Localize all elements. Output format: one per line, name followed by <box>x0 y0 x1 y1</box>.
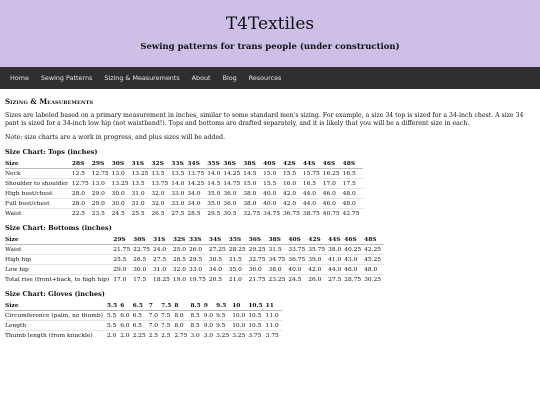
measurement-value: 33.0 <box>171 199 187 209</box>
size-header-cell: 10 <box>232 302 248 311</box>
page-title: Sizing & Measurements <box>5 97 94 106</box>
measurement-value: 6.0 <box>120 321 132 331</box>
measurement-value: 25.5 <box>132 209 152 219</box>
measurement-value: 19.75 <box>189 275 209 285</box>
measurement-value: 13.25 <box>132 169 152 179</box>
measurement-value: 15.0 <box>263 169 283 179</box>
size-header-cell: 11 <box>266 302 282 311</box>
measurement-value: 13.5 <box>132 179 152 189</box>
table-row <box>5 321 282 331</box>
bottoms-size-table <box>5 236 384 284</box>
measurement-value: 2.75 <box>174 331 190 341</box>
measurement-value: 2.25 <box>133 331 149 341</box>
measurement-value: 14.0 <box>207 169 223 179</box>
measurement-value: 32.0 <box>151 189 171 199</box>
measurement-value: 13.5 <box>171 169 187 179</box>
measurement-value: 46.0 <box>344 265 364 275</box>
measurement-value: 16.25 <box>323 169 343 179</box>
measurement-value: 8.0 <box>174 321 190 331</box>
measurement-value: 48.0 <box>343 189 363 199</box>
measurement-value: 34.75 <box>268 255 288 265</box>
measurement-label: Shoulder to shoulder <box>5 179 72 189</box>
measurement-value: 17.0 <box>323 179 343 189</box>
size-header-cell: 44S <box>328 236 344 245</box>
measurement-value: 23.25 <box>268 275 288 285</box>
main-nav <box>0 67 540 89</box>
measurement-value: 31.0 <box>153 265 173 275</box>
measurement-label: Waist <box>5 245 113 255</box>
measurement-value: 23.5 <box>92 209 112 219</box>
measurement-value: 33.0 <box>171 189 187 199</box>
measurement-value: 2.5 <box>149 331 161 341</box>
table-header-row <box>5 160 363 169</box>
measurement-value: 19.0 <box>173 275 189 285</box>
nav-about[interactable]: About <box>191 74 211 82</box>
measurement-value: 28.5 <box>173 255 189 265</box>
measurement-value: 30.25 <box>364 275 384 285</box>
table-header-row <box>5 236 384 245</box>
measurement-value: 42.75 <box>343 209 363 219</box>
measurement-label: Low hip <box>5 265 113 275</box>
measurement-value: 33.75 <box>288 245 308 255</box>
gloves-chart-heading: Size Chart: Gloves (inches) <box>5 290 105 298</box>
measurement-value: 30.0 <box>112 189 132 199</box>
measurement-value: 3.25 <box>232 331 248 341</box>
measurement-value: 34.0 <box>187 189 207 199</box>
size-header-cell: 38S <box>268 236 288 245</box>
measurement-label: High bust/chest <box>5 189 72 199</box>
measurement-value: 14.25 <box>187 179 207 189</box>
measurement-label: High hip <box>5 255 113 265</box>
measurement-value: 38.0 <box>243 189 263 199</box>
measurement-value: 40.75 <box>323 209 343 219</box>
tops-chart-heading: Size Chart: Tops (inches) <box>5 148 98 156</box>
size-charts <box>5 148 535 340</box>
measurement-value: 36.75 <box>283 209 303 219</box>
table-row <box>5 209 363 219</box>
measurement-value: 27.5 <box>171 209 187 219</box>
size-header-cell: 9.5 <box>216 302 232 311</box>
measurement-value: 29.0 <box>92 199 112 209</box>
size-header-cell: 46S <box>344 236 364 245</box>
measurement-value: 25.5 <box>113 255 133 265</box>
page-content <box>0 97 540 340</box>
size-header-cell: 35S <box>229 236 249 245</box>
measurement-value: 36.0 <box>223 189 243 199</box>
size-column-header: Size <box>5 302 107 311</box>
measurement-value: 38.0 <box>268 265 288 275</box>
size-header-cell: 30S <box>112 160 132 169</box>
measurement-value: 34.0 <box>187 199 207 209</box>
measurement-value: 13.0 <box>92 179 112 189</box>
measurement-value: 13.25 <box>112 179 132 189</box>
measurement-value: 16.5 <box>343 169 363 179</box>
measurement-value: 32.0 <box>173 265 189 275</box>
measurement-value: 14.0 <box>171 179 187 189</box>
measurement-value: 9.0 <box>204 321 216 331</box>
measurement-value: 15.5 <box>263 179 283 189</box>
measurement-value: 6.0 <box>120 311 132 321</box>
size-header-cell: 31S <box>132 160 152 169</box>
measurement-value: 14.5 <box>243 169 263 179</box>
measurement-value: 10.0 <box>232 311 248 321</box>
size-header-cell: 32S <box>151 160 171 169</box>
measurement-value: 14.25 <box>223 169 243 179</box>
measurement-value: 46.0 <box>323 199 343 209</box>
measurement-value: 3.0 <box>204 331 216 341</box>
measurement-value: 15.5 <box>283 169 303 179</box>
measurement-value: 40.25 <box>344 245 364 255</box>
nav-resources[interactable]: Resources <box>248 74 282 82</box>
table-row <box>5 275 384 285</box>
measurement-value: 39.0 <box>308 255 328 265</box>
measurement-value: 14.5 <box>207 179 223 189</box>
measurement-value: 16.0 <box>283 179 303 189</box>
measurement-value: 21.75 <box>113 245 133 255</box>
measurement-value: 15.0 <box>243 179 263 189</box>
measurement-value: 27.5 <box>328 275 344 285</box>
size-header-cell: 44S <box>303 160 323 169</box>
measurement-value: 12.75 <box>92 169 112 179</box>
size-header-cell: 48S <box>343 160 363 169</box>
measurement-value: 31.5 <box>268 245 288 255</box>
measurement-value: 6.5 <box>133 321 149 331</box>
measurement-value: 35.0 <box>229 265 249 275</box>
size-header-cell: 32S <box>173 236 189 245</box>
measurement-value: 28.0 <box>72 189 92 199</box>
measurement-value: 12.5 <box>72 169 92 179</box>
measurement-value: 26.0 <box>308 275 328 285</box>
measurement-label: Full bust/chest <box>5 199 72 209</box>
measurement-value: 10.5 <box>248 321 265 331</box>
measurement-value: 44.0 <box>328 265 344 275</box>
measurement-value: 17.0 <box>113 275 133 285</box>
size-header-cell: 28S <box>72 160 92 169</box>
measurement-value: 30.0 <box>112 199 132 209</box>
measurement-value: 36.0 <box>223 199 243 209</box>
measurement-value: 31.5 <box>229 255 249 265</box>
table-row <box>5 189 363 199</box>
size-header-cell: 31S <box>153 236 173 245</box>
bottoms-chart-heading: Size Chart: Bottoms (inches) <box>5 224 112 232</box>
size-header-cell: 35S <box>207 160 223 169</box>
measurement-value: 7.0 <box>149 321 161 331</box>
measurement-value: 5.5 <box>107 321 120 331</box>
measurement-value: 7.0 <box>149 311 161 321</box>
size-header-cell: 7.5 <box>161 302 174 311</box>
measurement-value: 15.75 <box>303 169 323 179</box>
measurement-value: 20.5 <box>209 275 229 285</box>
measurement-value: 44.0 <box>303 199 323 209</box>
measurement-value: 28.25 <box>229 245 249 255</box>
size-header-cell: 29S <box>113 236 133 245</box>
measurement-value: 2.0 <box>107 331 120 341</box>
measurement-value: 41.0 <box>328 255 344 265</box>
size-header-cell: 6.5 <box>133 302 149 311</box>
measurement-value: 32.75 <box>243 209 263 219</box>
size-header-cell: 30S <box>133 236 153 245</box>
measurement-value: 27.5 <box>153 255 173 265</box>
measurement-value: 8.5 <box>190 311 203 321</box>
measurement-value: 26.5 <box>133 255 153 265</box>
nav-sewing-patterns[interactable]: Sewing Patterns <box>40 74 93 82</box>
measurement-value: 35.75 <box>308 245 328 255</box>
measurement-value: 21.75 <box>249 275 269 285</box>
measurement-label: Neck <box>5 169 72 179</box>
size-header-cell: 48S <box>364 236 384 245</box>
size-header-cell: 42S <box>283 160 303 169</box>
measurement-value: 16.5 <box>303 179 323 189</box>
measurement-value: 40.0 <box>263 199 283 209</box>
size-header-cell: 33S <box>171 160 187 169</box>
measurement-label: Circumference (palm, no thumb) <box>5 311 107 321</box>
measurement-value: 30.5 <box>209 255 229 265</box>
measurement-value: 34.0 <box>209 265 229 275</box>
measurement-value: 44.0 <box>303 189 323 199</box>
size-header-cell: 33S <box>189 236 209 245</box>
measurement-value: 48.0 <box>343 199 363 209</box>
measurement-value: 24.5 <box>288 275 308 285</box>
measurement-value: 8.0 <box>174 311 190 321</box>
size-header-cell: 40S <box>288 236 308 245</box>
measurement-value: 7.5 <box>161 311 174 321</box>
note-paragraph: Note: size charts are a work in progress, and plus sizes will be added. <box>5 134 226 141</box>
measurement-value: 36.75 <box>288 255 308 265</box>
measurement-value: 2.5 <box>161 331 174 341</box>
measurement-value: 30.0 <box>133 265 153 275</box>
measurement-value: 28.5 <box>187 209 207 219</box>
measurement-value: 43.0 <box>344 255 364 265</box>
measurement-value: 48.0 <box>364 265 384 275</box>
size-header-cell: 46S <box>323 160 343 169</box>
measurement-value: 40.0 <box>263 189 283 199</box>
nav-blog[interactable]: Blog <box>222 74 237 82</box>
size-header-cell: 40S <box>263 160 283 169</box>
measurement-value: 38.0 <box>328 245 344 255</box>
size-column-header: Size <box>5 160 72 169</box>
measurement-value: 38.75 <box>303 209 323 219</box>
measurement-value: 31.0 <box>132 189 152 199</box>
size-header-cell: 34S <box>209 236 229 245</box>
table-row <box>5 199 363 209</box>
table-row <box>5 265 384 275</box>
measurement-value: 10.0 <box>232 321 248 331</box>
measurement-value: 13.75 <box>151 179 171 189</box>
measurement-value: 9.5 <box>216 321 232 331</box>
measurement-value: 42.25 <box>364 245 384 255</box>
measurement-value: 27.25 <box>209 245 229 255</box>
tops-size-table <box>5 160 363 218</box>
site-title[interactable]: T4Textiles <box>225 14 315 34</box>
size-header-cell: 9 <box>204 302 216 311</box>
measurement-value: 10.5 <box>248 311 265 321</box>
nav-sizing-measurements[interactable]: Sizing & Measurements <box>104 74 180 82</box>
measurement-value: 28.75 <box>344 275 364 285</box>
measurement-value: 9.0 <box>204 311 216 321</box>
size-header-cell: 10.5 <box>248 302 265 311</box>
measurement-value: 25.0 <box>173 245 189 255</box>
measurement-value: 26.0 <box>189 245 209 255</box>
measurement-value: 28.0 <box>72 199 92 209</box>
measurement-value: 21.0 <box>229 275 249 285</box>
measurement-label: Waist <box>5 209 72 219</box>
table-row <box>5 245 384 255</box>
measurement-value: 31.0 <box>132 199 152 209</box>
size-header-cell: 36S <box>223 160 243 169</box>
measurement-value: 22.75 <box>133 245 153 255</box>
measurement-value: 22.5 <box>72 209 92 219</box>
size-header-cell: 8 <box>174 302 190 311</box>
measurement-value: 36.0 <box>249 265 269 275</box>
size-header-cell: 38S <box>243 160 263 169</box>
measurement-value: 17.5 <box>133 275 153 285</box>
measurement-value: 30.5 <box>223 209 243 219</box>
measurement-value: 42.0 <box>283 189 303 199</box>
measurement-value: 24.0 <box>153 245 173 255</box>
size-header-cell: 5.5 <box>107 302 120 311</box>
size-header-cell: 42S <box>308 236 328 245</box>
measurement-value: 32.75 <box>249 255 269 265</box>
measurement-value: 29.5 <box>189 255 209 265</box>
measurement-value: 46.0 <box>323 189 343 199</box>
size-column-header: Size <box>5 236 113 245</box>
measurement-value: 29.25 <box>249 245 269 255</box>
site-tagline: Sewing patterns for trans people (under construction) <box>140 42 400 52</box>
table-row <box>5 331 282 341</box>
size-header-cell: 7 <box>149 302 161 311</box>
measurement-value: 42.0 <box>308 265 328 275</box>
measurement-value: 29.5 <box>207 209 223 219</box>
measurement-value: 33.0 <box>189 265 209 275</box>
site-header <box>0 0 540 67</box>
measurement-value: 13.75 <box>187 169 207 179</box>
nav-home[interactable]: Home <box>10 74 29 82</box>
measurement-label: Thumb length (from knuckle) <box>5 331 107 341</box>
measurement-value: 3.0 <box>190 331 203 341</box>
table-row <box>5 311 282 321</box>
measurement-value: 35.0 <box>207 199 223 209</box>
measurement-value: 32.0 <box>151 199 171 209</box>
table-row <box>5 169 363 179</box>
measurement-value: 40.0 <box>288 265 308 275</box>
table-row <box>5 255 384 265</box>
measurement-value: 9.5 <box>216 311 232 321</box>
measurement-value: 11.0 <box>266 311 282 321</box>
measurement-value: 29.0 <box>92 189 112 199</box>
intro-paragraph: Sizes are labeled based on a primary measurement in inches, similar to some standard men's sizing. For example, a size 34 top is sized for a 34-inch chest. A size 34 pant is sized for a 34-inch low hip (not waistband!). Tops and bottoms are drafted separately, and it is likely that you will be a different size in each. <box>5 112 524 127</box>
measurement-value: 12.75 <box>72 179 92 189</box>
measurement-value: 3.25 <box>216 331 232 341</box>
measurement-value: 42.0 <box>283 199 303 209</box>
measurement-value: 35.0 <box>207 189 223 199</box>
measurement-value: 7.5 <box>161 321 174 331</box>
size-header-cell: 6 <box>120 302 132 311</box>
size-header-cell: 36S <box>249 236 269 245</box>
size-header-cell: 29S <box>92 160 112 169</box>
measurement-label: Total rise (front+back, to high hip) <box>5 275 113 285</box>
measurement-value: 5.5 <box>107 311 120 321</box>
measurement-value: 11.0 <box>266 321 282 331</box>
measurement-label: Length <box>5 321 107 331</box>
gloves-size-table <box>5 302 282 340</box>
measurement-value: 17.5 <box>343 179 363 189</box>
measurement-value: 14.75 <box>223 179 243 189</box>
size-header-cell: 8.5 <box>190 302 203 311</box>
table-row <box>5 179 363 189</box>
measurement-value: 38.0 <box>243 199 263 209</box>
measurement-value: 13.5 <box>151 169 171 179</box>
measurement-value: 34.75 <box>263 209 283 219</box>
measurement-value: 3.75 <box>266 331 282 341</box>
measurement-value: 6.5 <box>133 311 149 321</box>
measurement-value: 13.0 <box>112 169 132 179</box>
measurement-value: 8.5 <box>190 321 203 331</box>
measurement-value: 24.5 <box>112 209 132 219</box>
table-header-row <box>5 302 282 311</box>
measurement-value: 2.0 <box>120 331 132 341</box>
measurement-value: 3.75 <box>248 331 265 341</box>
measurement-value: 29.0 <box>113 265 133 275</box>
measurement-value: 45.25 <box>364 255 384 265</box>
measurement-value: 18.25 <box>153 275 173 285</box>
size-header-cell: 34S <box>187 160 207 169</box>
measurement-value: 26.5 <box>151 209 171 219</box>
